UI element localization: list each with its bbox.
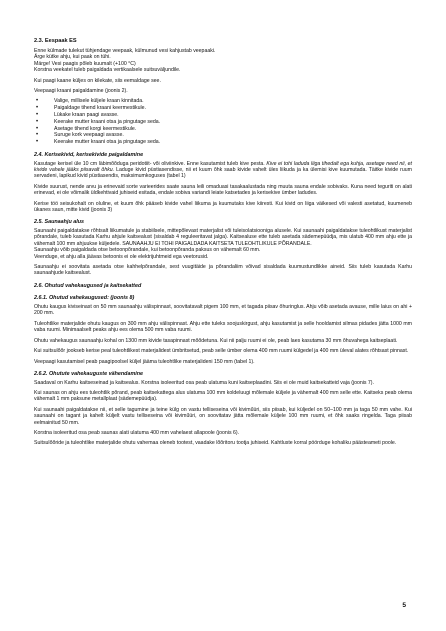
list-item: • Valige, millisele küljele kraan kinnitada. bbox=[34, 98, 412, 105]
reduction-paragraph-4: Korstna isoleeritud osa peab saunas alati ulatuma 400 mm vahelaest allapoole (joonis 6). bbox=[34, 429, 240, 436]
distances-paragraph-1: Ohutu kaugus kiviseinast on 50 mm saunaahju välispinnast, soovitatavalt pigem 100 mm, et tagada piisav õhuringlus. Ahju võib asetada avause, mille laius on ahi + 200 mm. bbox=[34, 304, 412, 317]
distances-paragraph-2: Tuleohtlike materjalide ohutu kaugus on 300 mm ahju välispinnast. Ahju ette tuleks soojuskirgust, ahju kasutamist ja selle hooldamist silmas pidades jätta 1000 mm vaba ruumi. Minimaalselt peaks ahju ees olema 500 mm vaba ruumi. bbox=[34, 320, 412, 334]
base-text: Saunaahju võib paigaldada otse betoonpõrandale, kui betoonpõranda paksus on vähemalt 60 mm. bbox=[34, 247, 261, 254]
list-item: • Asetage tihend korgi keermestikule. bbox=[34, 126, 412, 133]
section-heading-2-3: 2.3. Eespaak ES bbox=[34, 38, 77, 44]
stones-paragraph-3: Kerise töö seisukohalt on oluline, et kuum õhk pääseb kivide vahel liikuma ja kuumutaks kive kiiresti. Kui kivid on liiga väikesed või valesti asetatud, kuumeneb ükanes saun, mitte kivid (joonis 3) bbox=[34, 200, 412, 214]
list-item: • Keerake mutter kraani otsa ja pingutage seda. bbox=[34, 119, 412, 126]
tank-warning-line: Korstna veekatel tuleb paigaldada vertikaalsele suitsuväljundile. bbox=[34, 67, 181, 74]
distances-paragraph-5: Veepaagi kasutamisel peab paagipoolsel küljel jääma tuleohtlike materjalideni 150 mm (tabel 1). bbox=[34, 358, 255, 365]
reduction-paragraph-3: Kui saunaahi paigaldatakse nii, et selle tagumine ja teine külg on vastu telliseseina või kiviműüri, siis piisab, kui küljedel on 50–100 mm ja taga 50 mm vahe. Kui saunaahi on tagant ja kahelt küljelt vastu telliseseina või kiviműüri, on soovitatav jätta mõlemale küljele 100 mm ruumi, et õhk saaks ringelda. Taga piisab eelmainitud 50 mm. bbox=[34, 406, 412, 426]
distances-paragraph-4: Kui suitsulõõr jookseb kerise peal tuleohtlikest materjalidest ümbritsetud, peab selle ümber olema 400 mm ruumi külgedel ja 400 mm üleval alates rõhtsast pinnast. bbox=[34, 348, 409, 355]
tank-film-paragraph: Kui paagi kaane küljes on kilekate, siis eemaldage see. bbox=[34, 77, 161, 84]
section-heading-2-4: 2.4. Kerisekivid, kerisekivide paigaldamine bbox=[34, 152, 144, 159]
stones-paragraph-1 bbox=[34, 161, 412, 180]
section-heading-2-6: 2.6. Ohutud vahekaugused ja kaitsekatted bbox=[34, 282, 142, 289]
subsection-heading-2-6-2: 2.6.2. Ohutute vahekauguste vähendamine bbox=[34, 370, 144, 377]
tank-warning-line: Enne külmade tulekut tühjendage veepaak, külmunud vesi kahjustab veepaaki. bbox=[34, 48, 216, 54]
emphasis-text: Kive ei tohi laduda liiga tihedalt ega kuhja, asetage need nii, et kivide vahele jääks piisavalt õhku. bbox=[34, 160, 412, 174]
reduction-paragraph-1: Saadaval on Karhu kaitseseinad ja kaitsealus. Korstna isoleeritud osa peab ulatuma kuni kaitseplaadini. Siis ei ole muid kaitsekatteid vaja (joonis 7). bbox=[34, 379, 374, 386]
tank-warning-line: Ärge kütke ahju, kui paak on tühi. bbox=[34, 54, 111, 61]
base-paragraph-1 bbox=[34, 228, 412, 260]
list-item: • Suruge kork veepaagi avasse. bbox=[34, 132, 412, 139]
text-run: Kasutage kerisel üle 10 cm läbimõõduga peridotiit- või oliviinkive. Enne kasutamist tuleb kive pesta. bbox=[34, 160, 267, 167]
distances-paragraph-3: Ohutu vahekaugus saunaahju kohal on 1300 mm kivide tasapinnast mõõdetuna. Kui nii palju ruumi ei ole, peab laes kasutama 30 mm õhuvahega kaitseplaati. bbox=[34, 337, 398, 344]
tank-warning-line: Märge! Vesi paagis põleb kuumalt (+100 °C) bbox=[34, 60, 136, 67]
base-paragraph-2: Saunaahju ei soovitata asetada otse kahhelpõrandale, sest vuugitäide ja põrandaliim võivad sisaldada kuumustundlikke aineid. Siis tuleb kasutada Karhu saunaahjude kaitsealust. bbox=[34, 264, 412, 277]
reduction-paragraph-5: Suitsulõõride ja tuleohtlike materjalide ohutu vahemaa oleneb tootest, vaadake lõõritoru tootja juhiseid. Kahtluste korral pöörduge kohaliku päästeameti poole. bbox=[34, 440, 397, 447]
page-number: 5 bbox=[402, 602, 406, 609]
tap-install-intro: Veepaagi kraani paigaldamine (joonis 2). bbox=[34, 88, 128, 95]
list-item: • Paigaldage tihend kraani keermestikule. bbox=[34, 105, 412, 112]
section-heading-2-5: 2.5. Saunaahju alus bbox=[34, 219, 85, 226]
tap-install-steps bbox=[34, 98, 412, 146]
text-run: Laduge kivid püstiasendisse, nii et kuum õhk saab kivide vahelt üles liikuda ja ka ülemisi kive kuumutada. Täitke kivide ruum servadeni, lapikud kivid püstiasendis, maksimumkoguses (tabel 1) bbox=[34, 167, 412, 180]
list-item: • Lükake kraan paagi avasse. bbox=[34, 112, 412, 119]
base-text: Saunaahi paigaldatakse rõhtsalt liikumatule ja stabiilsele, mittepõlevast materjalist või tuleisolatsiooniga alusele. Kui saunaahi paigaldatakse tuleohtlikust materjalist põrandale, tuleb kasutada Karhu ahjule kaitsealust (sisaldab 4 reguleeritavat jalga). Kaitsealuse ette tuleb asetada sädemepüüdja, mis ulatub 400 mm ahju ette ja vähemalt 100 mm ahjuukse küljedele. SAUNAAHJU EI TOHI PAIGALDADA KAITSETA TULEOHTLIKULE PÕRANDALE. bbox=[34, 228, 412, 247]
list-item: • Keerake mutter kraani otsa ja pingutage seda. bbox=[34, 139, 412, 146]
base-text: Veenduge, et ahju alla jäävas betoonis ei ole elektrijuhtmeid ega veetorusid. bbox=[34, 253, 209, 260]
reduction-paragraph-2: Kui saunas on ahju ees tuleohtlik põrand, peab kaitsekattega alus ulatuma 100 mm koldeluugi mõlemale küljele ja vähemalt 400 mm selle ette. Kaitseks peab olema vähemalt 1 mm paksune metallplaat (sädemepüüdja). bbox=[34, 389, 412, 403]
stones-paragraph-2: Kivide suurust, nende arvu ja erinevaid sorte varieerides saate sauna leili omaduasi tasakaalustada ning muuta sauna endale sobivaks. Kuna need teguriti on alati erinevad, ei ole võimalik üldkehtivaid juhiseid esitada, endale sobiva variandi leiate katsetades ja kerisekive ümber ladudes. bbox=[34, 183, 412, 197]
tank-warnings-paragraph bbox=[34, 48, 412, 74]
subsection-heading-2-6-1: 2.6.1. Ohutud vahekaugused: (joonis 8) bbox=[34, 295, 135, 302]
